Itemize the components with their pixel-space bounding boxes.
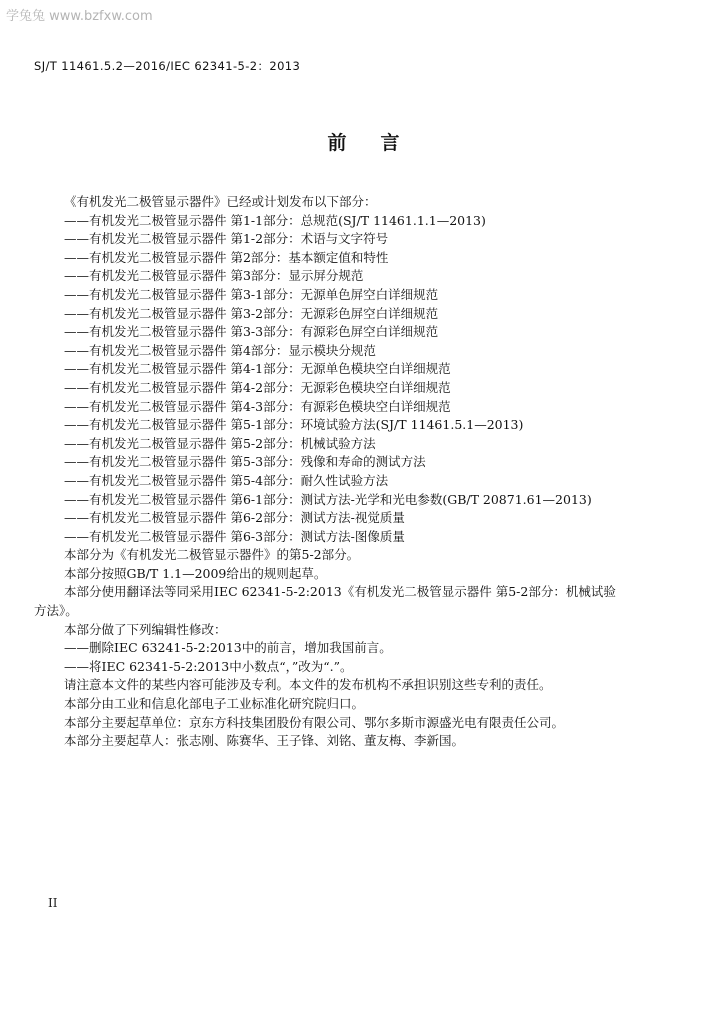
drafting-units-paragraph: 本部分主要起草单位：京东方科技集团股份有限公司、鄂尔多斯市源盛光电有限责任公司。: [64, 714, 565, 730]
standard-code-header: SJ/T 11461.5.2—2016/IEC 62341-5-2：2013: [34, 59, 301, 73]
edit-item: ——将IEC 62341-5-2:2013中小数点“，”改为“.”。: [64, 658, 353, 674]
part-item: ——有机发光二极管显示器件 第6-1部分：测试方法-光学和光电参数(GB/T 20871.61—2013): [64, 491, 592, 507]
patent-notice-paragraph: 请注意本文件的某些内容可能涉及专利。本文件的发布机构不承担识别这些专利的责任。: [64, 677, 552, 693]
part-item: ——有机发光二极管显示器件 第3-2部分：无源彩色屏空白详细规范: [64, 305, 439, 321]
part-of-paragraph: 本部分为《有机发光二极管显示器件》的第5-2部分。: [64, 547, 360, 563]
translation-paragraph-line1: 本部分使用翻译法等同采用IEC 62341-5-2:2013《有机发光二极管显示器件 第5-2部分：机械试验: [64, 584, 616, 600]
intro-paragraph: 《有机发光二极管显示器件》已经或计划发布以下部分：: [64, 194, 377, 209]
part-item: ——有机发光二极管显示器件 第5-4部分：耐久性试验方法: [64, 472, 389, 488]
translation-paragraph-line2: 方法》。: [34, 603, 78, 619]
edit-item: ——删除IEC 63241-5-2:2013中的前言，增加我国前言。: [64, 640, 392, 656]
edits-intro-paragraph: 本部分做了下列编辑性修改：: [64, 621, 227, 637]
part-item: ——有机发光二极管显示器件 第5-2部分：机械试验方法: [64, 435, 376, 451]
part-item: ——有机发光二极管显示器件 第3部分：显示屏分规范: [64, 268, 364, 284]
part-item: ——有机发光二极管显示器件 第6-3部分：测试方法-图像质量: [64, 528, 405, 544]
watermark: 学兔兔 www.bzfxw.com: [6, 9, 153, 24]
part-item: ——有机发光二极管显示器件 第5-3部分：残像和寿命的测试方法: [64, 454, 426, 470]
proposer-paragraph: 本部分由工业和信息化部电子工业标准化研究院归口。: [64, 696, 365, 712]
part-item: ——有机发光二极管显示器件 第4部分：显示模块分规范: [64, 342, 376, 358]
page-number: II: [48, 896, 58, 910]
part-item: ——有机发光二极管显示器件 第3-1部分：无源单色屏空白详细规范: [64, 286, 439, 302]
drafting-rules-paragraph: 本部分按照GB/T 1.1—2009给出的规则起草。: [64, 565, 327, 581]
part-item: ——有机发光二极管显示器件 第1-1部分：总规范(SJ/T 11461.1.1—2013): [64, 212, 486, 228]
part-item: ——有机发光二极管显示器件 第3-3部分：有源彩色屏空白详细规范: [64, 324, 439, 340]
foreword-body: [34, 193, 624, 751]
part-item: ——有机发光二极管显示器件 第6-2部分：测试方法-视觉质量: [64, 510, 405, 526]
part-item: ——有机发光二极管显示器件 第1-2部分：术语与文字符号: [64, 231, 389, 247]
drafters-paragraph: 本部分主要起草人：张志刚、陈赛华、王子锋、刘铭、董友梅、李新国。: [64, 733, 465, 749]
page-title: 前言: [327, 132, 434, 154]
part-item: ——有机发光二极管显示器件 第5-1部分：环境试验方法(SJ/T 11461.5.1—2013): [64, 417, 524, 433]
part-item: ——有机发光二极管显示器件 第4-3部分：有源彩色模块空白详细规范: [64, 398, 451, 414]
parts-list: [64, 212, 624, 547]
part-item: ——有机发光二极管显示器件 第4-2部分：无源彩色模块空白详细规范: [64, 379, 451, 395]
part-item: ——有机发光二极管显示器件 第4-1部分：无源单色模块空白详细规范: [64, 361, 451, 377]
part-item: ——有机发光二极管显示器件 第2部分：基本额定值和特性: [64, 249, 389, 265]
